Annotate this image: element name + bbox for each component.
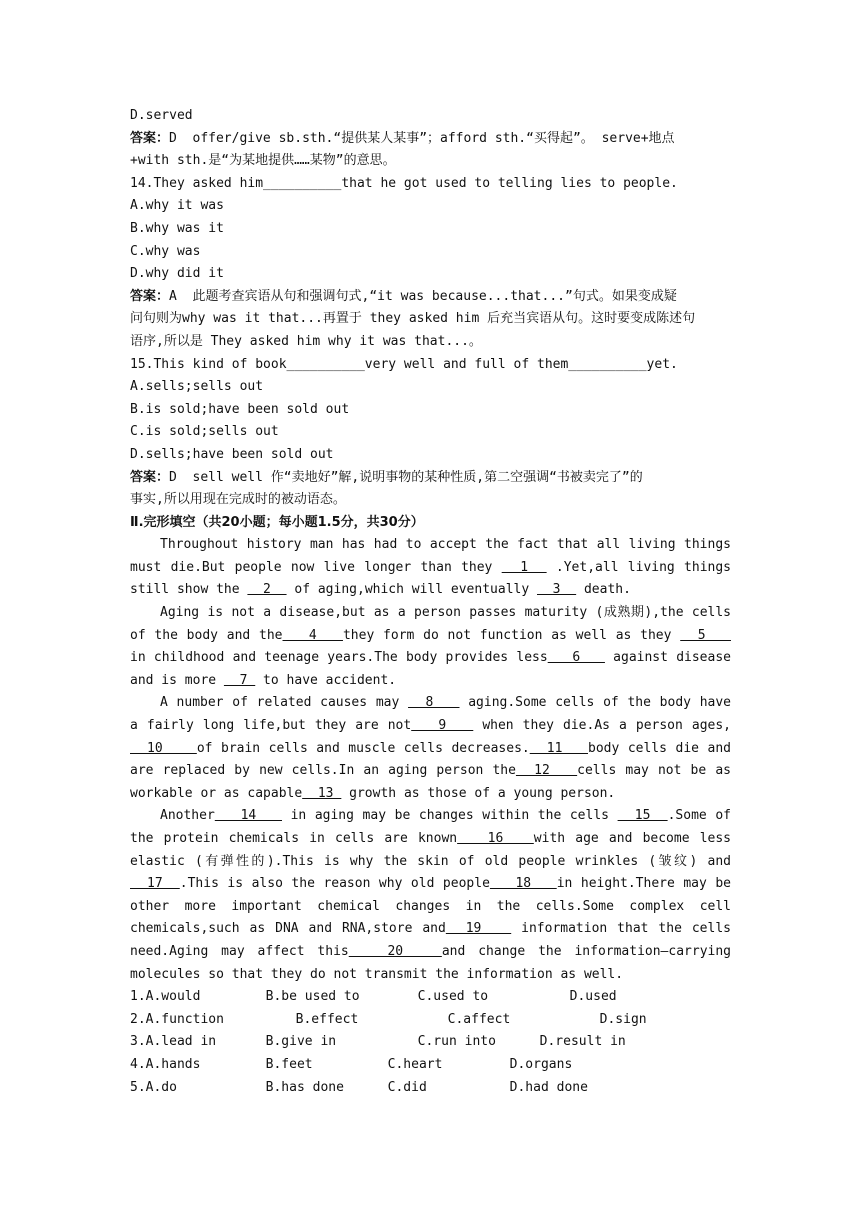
q13-answer-line-2: +with sth.是“为某地提供……某物”的意思。 xyxy=(130,153,396,169)
passage-text: .This is also the reason why old people xyxy=(179,876,490,892)
q13-option-d: D.served xyxy=(130,108,193,123)
section-heading: Ⅱ.完形填空（共20小题；每小题1.5分，共30分） xyxy=(130,514,424,530)
q15-stem: 15.This kind of book__________very well and full of them__________yet. xyxy=(130,356,678,372)
choice-number: 1. xyxy=(130,989,146,1005)
choice-a: A.do xyxy=(145,1079,177,1095)
blank-number: 2 xyxy=(247,582,287,598)
blank-number: 4 xyxy=(282,627,343,643)
q15-option-c: C.is sold;sells out xyxy=(130,424,279,440)
choice-list xyxy=(130,986,731,1099)
q14-answer-line-2: 问句则为why was it that...再置于 they asked him 后充当宾语从句。这时要变成陈述句 xyxy=(130,311,696,327)
choice-c: C.heart xyxy=(387,1056,443,1072)
blank-number: 10 xyxy=(130,740,197,756)
passage-text: body cells die and are replaced by new cells.In an aging person the xyxy=(130,740,731,779)
q14-option-a: A.why it was xyxy=(130,198,224,214)
passage-text: cells may not be as workable or as capable xyxy=(130,763,731,801)
choice-c: C.did xyxy=(387,1079,427,1095)
blank-number: 13 xyxy=(302,785,342,801)
passage-text: death. xyxy=(576,582,631,598)
blank-number: 12 xyxy=(515,763,578,779)
choice-d: D.organs xyxy=(509,1056,573,1072)
q14-answer-line-1: 答案：A 此题考查宾语从句和强调句式,“it was because...that...”句式。如果变成疑 xyxy=(130,288,677,304)
blank-number: 8 xyxy=(408,695,460,711)
answer-label: 答案： xyxy=(130,130,170,146)
choice-row xyxy=(130,986,731,1009)
blank-number: 18 xyxy=(489,876,557,892)
passage-text: in childhood and teenage years.The body provides less xyxy=(130,650,548,666)
blank-number: 7 xyxy=(223,672,256,688)
blank-number: 5 xyxy=(680,627,731,643)
passage-text: .Yet,all living things still show the xyxy=(130,559,732,598)
passage-text: information that the cells need.Aging may affect this xyxy=(130,921,731,959)
blank-number: 20 xyxy=(348,943,442,959)
q15-answer-line-2: 事实,所以用现在完成时的被动语态。 xyxy=(130,492,346,508)
choice-b: B.feet xyxy=(265,1056,313,1072)
choice-d: D.sign xyxy=(599,1011,647,1027)
document-page xyxy=(130,105,731,1099)
passage-text: growth as those of a young person. xyxy=(341,785,616,801)
choice-number: 5. xyxy=(130,1079,146,1095)
passage-paragraph-1 xyxy=(130,534,731,602)
blank-number: 19 xyxy=(445,921,512,937)
blank-number: 16 xyxy=(457,831,534,846)
passage-paragraph-4 xyxy=(130,805,731,986)
choice-b: B.be used to xyxy=(265,989,360,1005)
choice-b: B.has done xyxy=(265,1079,344,1095)
choice-number: 2. xyxy=(130,1011,146,1027)
passage-text: when they die.As a person ages, xyxy=(473,718,732,734)
passage-text: A number of related causes may xyxy=(160,695,409,711)
q14-stem: 14.They asked him__________that he got used to telling lies to people. xyxy=(130,175,678,191)
blank-number: 6 xyxy=(547,650,605,666)
choice-row xyxy=(130,1054,731,1077)
q15-option-a: A.sells;sells out xyxy=(130,379,264,395)
passage-text: in height.There may be other more important chemical changes in the cells.Some complex cell chemicals,such as DNA and RNA,store and xyxy=(130,876,732,937)
passage-text: aging.Some cells of the body have a fairly long life,but they are not xyxy=(130,695,731,734)
choice-a: A.function xyxy=(145,1011,224,1027)
passage-text: of brain cells and muscle cells decreases. xyxy=(196,740,530,756)
passage-paragraph-3 xyxy=(130,692,731,805)
choice-a: A.lead in xyxy=(145,1034,217,1050)
passage-text: they form do not function as well as they xyxy=(342,627,681,643)
choice-a: A.would xyxy=(145,989,201,1005)
passage-text: of aging,which will eventually xyxy=(286,582,537,598)
choice-row xyxy=(130,1031,731,1054)
choice-c: C.affect xyxy=(447,1011,511,1027)
choice-row xyxy=(130,1077,731,1100)
answer-label: 答案： xyxy=(130,288,170,304)
passage-text: and change the information—carrying molecules so that they do not transmit the information as well. xyxy=(130,943,731,982)
passage-text: Aging is not a disease,but as a person passes maturity (成熟期),the cells of the body and the xyxy=(130,605,731,643)
passage-text: with age and become less elastic (有弹性的).This is why the skin of old people wrinkles (皱纹) and xyxy=(130,831,731,869)
passage-text: Throughout history man has had to accept the fact that all living things must die.But people now live longer than they xyxy=(130,537,731,575)
passage-text: .Some of the protein chemicals in cells are known xyxy=(130,808,731,846)
blank-number: 11 xyxy=(529,740,588,756)
q14-option-b: B.why was it xyxy=(130,220,224,236)
blank-number: 1 xyxy=(501,559,547,575)
q15-option-d: D.sells;have been sold out xyxy=(130,446,334,462)
q15-answer-line-1: 答案：D sell well 作“卖地好”解,说明事物的某种性质,第二空强调“书被卖完了”的 xyxy=(130,469,643,485)
passage-text: against disease and is more xyxy=(130,650,731,688)
choice-a: A.hands xyxy=(145,1056,201,1072)
q14-option-c: C.why was xyxy=(130,243,201,259)
blank-number: 3 xyxy=(537,582,577,598)
choice-number: 4. xyxy=(130,1056,146,1072)
choice-d: D.result in xyxy=(539,1034,626,1050)
passage-text: Another xyxy=(160,808,215,824)
passage-text: to have accident. xyxy=(255,672,397,688)
choice-number: 3. xyxy=(130,1034,146,1050)
q14-option-d: D.why did it xyxy=(130,266,224,282)
choice-c: C.used to xyxy=(417,989,489,1005)
blank-number: 15 xyxy=(617,808,668,824)
choice-b: B.give in xyxy=(265,1034,337,1050)
choice-d: D.had done xyxy=(509,1079,588,1095)
choice-row xyxy=(130,1009,731,1032)
q13-answer-line-1: 答案：D offer/give sb.sth.“提供某人某事”；afford sth.“买得起”。 serve+地点 xyxy=(130,130,675,146)
choice-c: C.run into xyxy=(417,1034,496,1050)
blank-number: 17 xyxy=(130,876,180,892)
passage-text: in aging may be changes within the cells xyxy=(282,808,618,824)
blank-number: 9 xyxy=(411,718,474,734)
choice-d: D.used xyxy=(569,989,617,1005)
blank-number: 14 xyxy=(214,808,282,824)
passage-paragraph-2 xyxy=(130,602,731,692)
answer-label: 答案： xyxy=(130,469,170,485)
choice-b: B.effect xyxy=(295,1011,359,1027)
q14-answer-line-3: 语序,所以是 They asked him why it was that...。 xyxy=(130,333,482,349)
q15-option-b: B.is sold;have been sold out xyxy=(130,401,350,417)
